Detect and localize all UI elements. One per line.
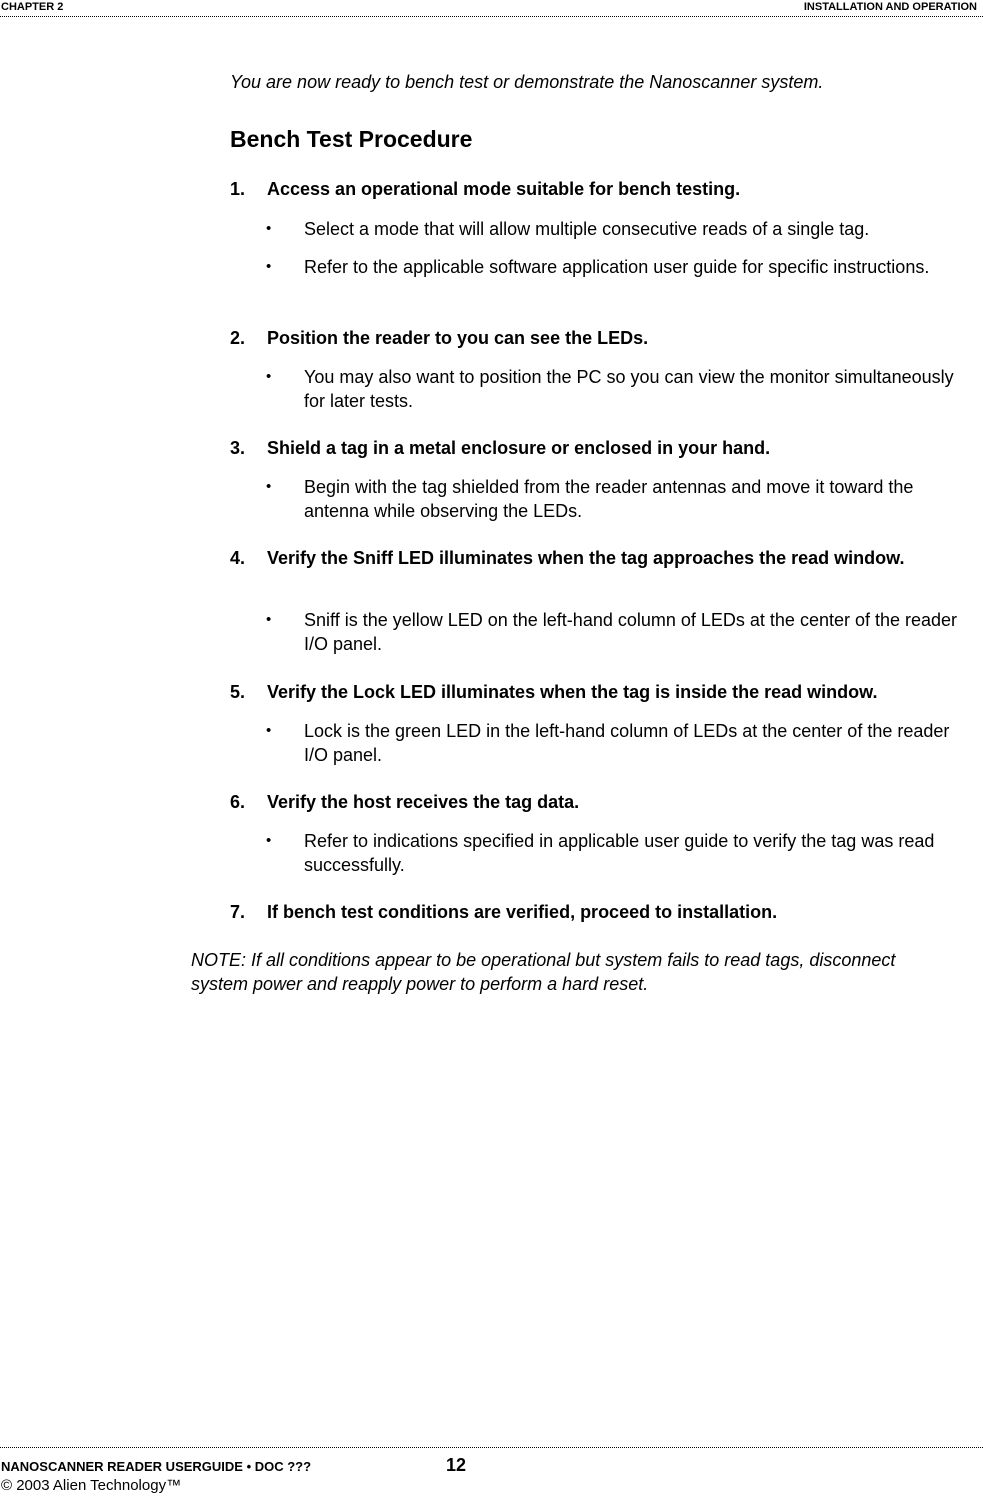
- list-item: [266, 365, 978, 413]
- bullet-text: Refer to the applicable software application user guide for specific instructions.: [304, 257, 930, 277]
- step-text: Shield a tag in a metal enclosure or enclosed in your hand.: [267, 438, 771, 458]
- bullet-icon: •: [266, 611, 272, 628]
- step-text: If bench test conditions are verified, proceed to installation.: [267, 902, 778, 922]
- step-number: 2.: [230, 328, 246, 348]
- page-number: 12: [446, 1455, 467, 1475]
- bullet-text: Select a mode that will allow multiple consecutive reads of a single tag.: [304, 219, 870, 239]
- document-title: NANOSCANNER READER USERGUIDE • DOC ???: [1, 1459, 312, 1474]
- step-number: 7.: [230, 902, 246, 922]
- bullet-text: Sniff is the yellow LED on the left-hand column of LEDs at the center of the reader I/O panel.: [304, 610, 958, 654]
- list-item: [266, 255, 978, 279]
- step-number: 4.: [230, 548, 246, 568]
- step-text: Verify the Sniff LED illuminates when the tag approaches the read window.: [267, 548, 905, 568]
- footer-rule: [0, 1447, 983, 1448]
- bullet-text: Refer to indications specified in applicable user guide to verify the tag was read successfully.: [304, 831, 935, 875]
- step-6: [230, 791, 980, 814]
- list-item: [266, 608, 978, 656]
- bullet-text: You may also want to position the PC so you can view the monitor simultaneously for later tests.: [304, 367, 954, 411]
- list-item: [266, 475, 978, 523]
- step-1: [230, 178, 980, 201]
- step-text: Access an operational mode suitable for bench testing.: [267, 179, 741, 199]
- copyright: © 2003 Alien Technology™: [1, 1477, 182, 1494]
- note-text: NOTE: If all conditions appear to be operational but system fails to read tags, disconnect system power and reapply power to perform a hard reset.: [191, 950, 896, 994]
- bullet-text: Begin with the tag shielded from the reader antennas and move it toward the antenna while observing the LEDs.: [304, 477, 914, 521]
- step-number: 6.: [230, 792, 246, 812]
- step-3: [230, 437, 980, 460]
- bullet-icon: •: [266, 722, 272, 739]
- page-header: [0, 0, 983, 16]
- bullet-icon: •: [266, 258, 272, 275]
- list-item: [266, 217, 978, 241]
- step-number: 5.: [230, 682, 246, 702]
- chapter-label: CHAPTER 2: [1, 1, 64, 13]
- step-text: Verify the host receives the tag data.: [267, 792, 580, 812]
- step-7: [230, 901, 980, 924]
- step-number: 1.: [230, 179, 246, 199]
- section-heading: Bench Test Procedure: [230, 126, 473, 152]
- step-number: 3.: [230, 438, 246, 458]
- list-item: [266, 829, 978, 877]
- page-footer: [1, 1455, 467, 1475]
- step-4: [230, 547, 980, 570]
- intro-text: You are now ready to bench test or demonstrate the Nanoscanner system.: [230, 72, 824, 92]
- bullet-icon: •: [266, 478, 272, 495]
- step-text: Position the reader to you can see the LEDs.: [267, 328, 649, 348]
- bullet-icon: •: [266, 220, 272, 237]
- bullet-icon: •: [266, 832, 272, 849]
- bullet-text: Lock is the green LED in the left-hand column of LEDs at the center of the reader I/O panel.: [304, 721, 950, 765]
- step-2: [230, 327, 980, 350]
- bullet-icon: •: [266, 368, 272, 385]
- header-rule: [0, 16, 983, 17]
- list-item: [266, 719, 978, 767]
- section-label: INSTALLATION AND OPERATION: [803, 1, 977, 13]
- step-text: Verify the Lock LED illuminates when the tag is inside the read window.: [267, 682, 878, 702]
- step-5: [230, 681, 980, 704]
